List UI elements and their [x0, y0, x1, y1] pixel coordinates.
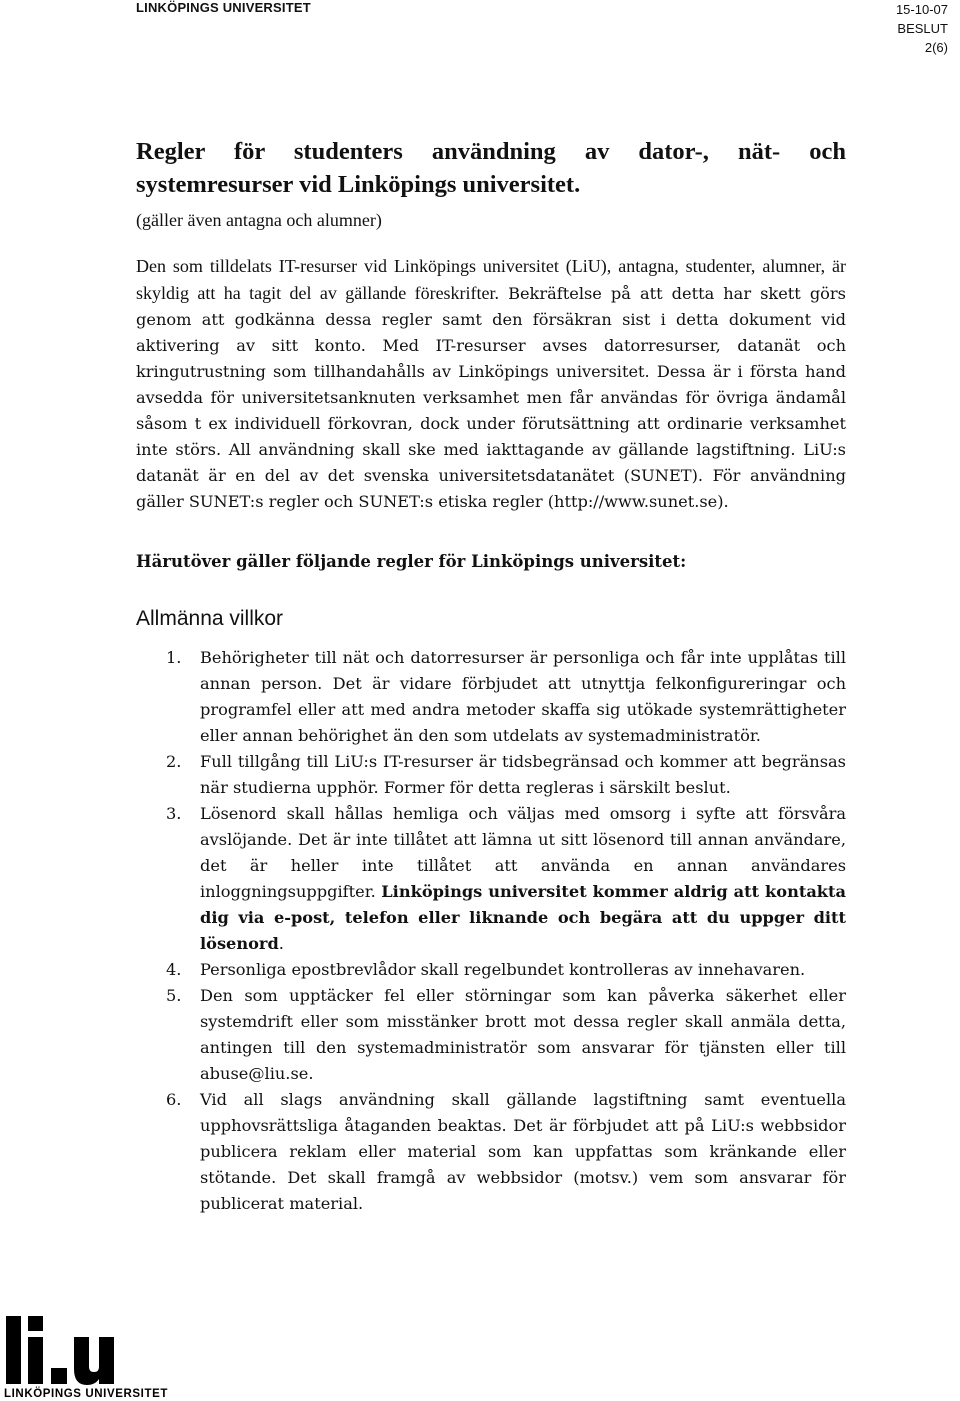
- document-title: Regler för studenters användning av dator-, nät- och systemresurser vid Linköpings universitet.: [136, 138, 846, 198]
- intro-paragraph: [136, 253, 846, 515]
- rules-list: [136, 645, 846, 1217]
- header-university: LINKÖPINGS UNIVERSITET: [136, 0, 311, 15]
- password-warning: Linköpings universitet kommer aldrig att kontakta dig via e-post, telefon eller liknande och begära att du uppger ditt lösenord: [200, 882, 846, 953]
- header-doc-type: BESLUT: [897, 21, 948, 36]
- list-item: [136, 957, 846, 983]
- list-item: [136, 801, 846, 957]
- list-item-text: Den som upptäcker fel eller störningar som kan påverka säkerhet eller systemdrift eller som misstänker brott mot dessa regler skall anmäla detta, antingen till den systemadministratör som ansvarar för tjänsten eller till abuse@liu.se.: [200, 986, 846, 1083]
- rules-heading: Härutöver gäller följande regler för Linköpings universitet:: [136, 552, 687, 571]
- list-item: [136, 749, 846, 801]
- list-item-number: 6.: [166, 1090, 182, 1109]
- list-item-text: Personliga epostbrevlådor skall regelbundet kontrolleras av innehavaren.: [200, 960, 806, 979]
- list-item-number: 1.: [166, 648, 182, 667]
- intro-part1: Den som tilldelats IT-resurser vid Linköpings universitet (LiU), antagna, studenter, alumner, är skyldig att ha tagit del av gällande föreskrifter.: [136, 256, 846, 303]
- list-item-text: Full tillgång till LiU:s IT-resurser är tidsbegränsad och kommer att begränsas när studierna upphör. Former för detta regleras i särskilt beslut.: [200, 752, 846, 797]
- list-item: [136, 645, 846, 749]
- list-item-text: Vid all slags användning skall gällande lagstiftning samt eventuella upphovsrättsliga åtaganden beaktas. Det är förbjudet att på LiU:s webbsidor publicera reklam eller material som kan uppfattas som kränkande eller stötande. Det skall framgå av webbsidor (motsv.) vem som ansvarar för publicerat material.: [200, 1090, 846, 1213]
- intro-part2: Bekräftelse på att detta har skett görs genom att godkänna dessa regler samt den försäkran sist i detta dokument vid aktivering av sitt konto. Med IT-resurser avses datorresurser, datanät och kringutrustning som tillhandahålls av Linköpings universitet. Dessa är i första hand avsedda för universitetsanknuten verksamhet men får användas för övriga ändamål såsom t ex individuell förkovran, dock under förutsättning att ordinarie verksamhet inte störs. All användning skall ske med iakttagande av gällande lagstiftning. LiU:s datanät är en del av det svenska universitetsdatanätet (SUNET). För användning gäller SUNET:s regler och SUNET:s etiska regler (http://www.sunet.se).: [136, 284, 846, 511]
- header-page-number: 2(6): [924, 40, 948, 55]
- liu-logo: [4, 1316, 124, 1398]
- document-subtitle: (gäller även antagna och alumner): [136, 210, 382, 230]
- section-title: Allmänna villkor: [136, 607, 284, 630]
- list-item-text: Behörigheter till nät och datorresurser är personliga och får inte upplåtas till annan person. Det är vidare förbjudet att utnyttja felkonfigureringar och programfel eller att med andra metoder skaffa sig utökade systemrättigheter eller annan behörighet än den som utdelats av systemadministratör.: [200, 648, 846, 745]
- header-meta: [896, 0, 948, 57]
- logo-caption: LINKÖPINGS UNIVERSITET: [4, 1388, 168, 1400]
- list-item: [136, 1087, 846, 1217]
- list-item-text: Lösenord skall hållas hemliga och väljas med omsorg i syfte att försvåra avslöjande. Det är inte tillåtet att lämna ut sitt lösenord till annan användare, det är heller inte tillåtet att använda en annan användares inloggningsuppgifter.: [200, 804, 846, 901]
- list-item-number: 3.: [166, 804, 182, 823]
- list-item-number: 4.: [166, 960, 182, 979]
- list-item-number: 2.: [166, 752, 182, 771]
- list-item: [136, 983, 846, 1087]
- list-item-text-after: .: [278, 934, 284, 953]
- document-body: [136, 135, 846, 1217]
- list-item-number: 5.: [166, 986, 182, 1005]
- header-date: 15-10-07: [895, 2, 948, 17]
